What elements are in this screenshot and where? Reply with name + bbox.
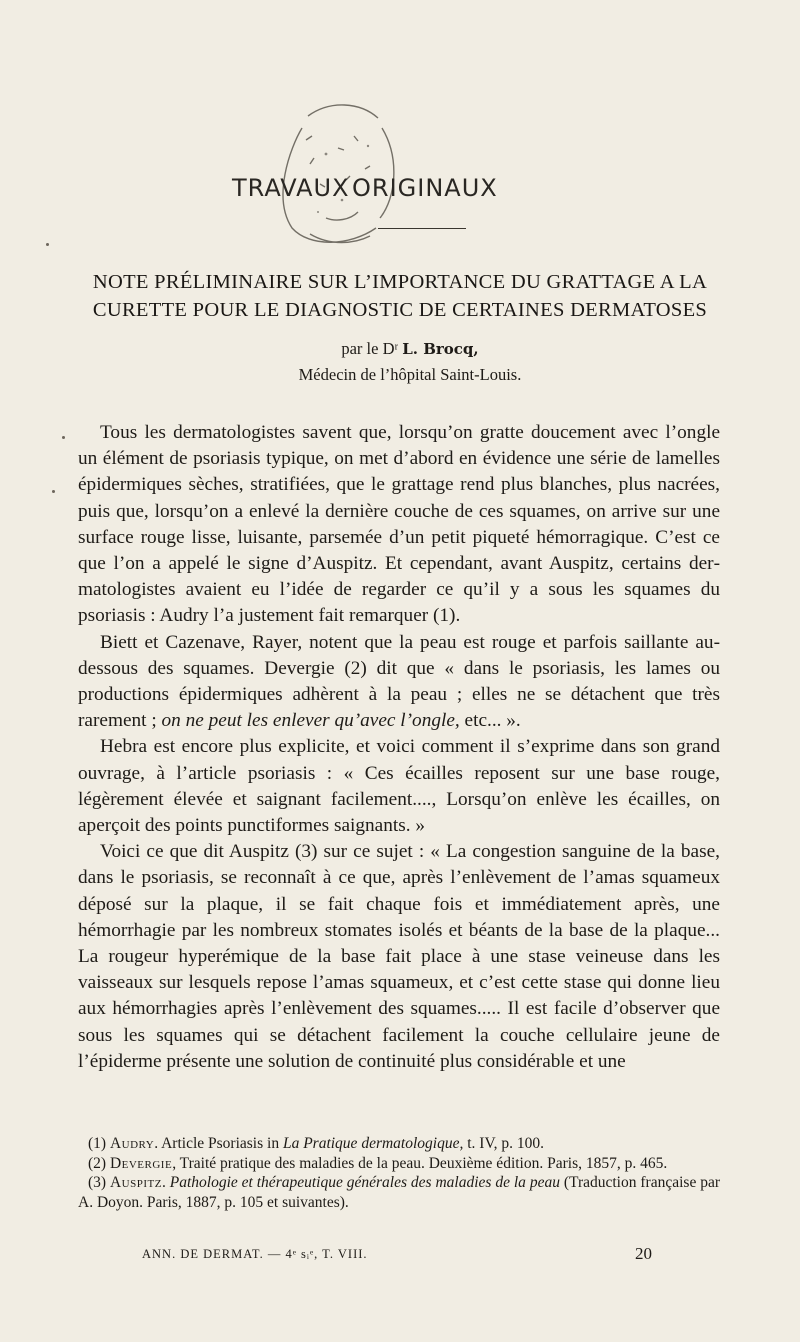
footnote-text: . [161,1174,170,1191]
section-label-originaux: ORIGINAUX [352,174,498,202]
footnote-text: , Traité pratique des maladies de la peau. Deuxième édition. Paris, 1857, p. 465. [172,1154,668,1172]
page-number: 20 [635,1244,652,1263]
running-footer [142,1244,652,1263]
footnote-author: Devergie [109,1154,173,1172]
footnotes [78,1134,720,1212]
title-line-2: CURETTE POUR LE DIAGNOSTIC DE CERTAINES DERMATOSES [92,299,708,321]
author-affiliation: Médecin de l’hôpital Saint-Louis. [298,365,522,384]
article-title [60,268,740,324]
section-label-travaux: TRAVAUX [232,174,350,202]
margin-speck [46,243,49,246]
paragraph-2-end: etc... ». [459,710,521,732]
author-line [100,336,720,362]
footnote-mark: (1) [88,1135,110,1152]
footnote-author: Audry [109,1135,155,1152]
paragraph-1: Tous les dermatologistes savent que, lorsqu’on gratte doucement avec l’ongle un élément de psoriasis typique, on met d’abord en évidence une série de lamelles épidermiques sèches, stratifiées, que le grattage rend plus blanches, plus nacrées, puis que, lorsqu’on a enlevé la dernière couche de ces squames, on arrive sur une surface rouge lisse, luisante, parsemée d’un petit piqueté hémorragique. C’est ce que l’on a appelé le signe d’Auspitz. Et cependant, avant Auspitz, certains dermatologistes avaient eu l’idée de regarder ce qu’il y a sous les squames du psoriasis : Audry l’a justement fait remarquer (1). [78,422,720,627]
footnote-2 [78,1154,720,1174]
paragraph-4: Voici ce que dit Auspitz (3) sur ce sujet : « La congestion sanguine de la base, dans le psoriasis, se reconnaît à ce que, après l’enlèvement de l’amas squameux déposé sur la plaque, il se fait chaque fois et immédiatement après, une hémorrhagie par les nombreux stomates isolés et béants de la base de la plaque... La rougeur hyperémique de la base fait place à une stase veineuse dans les vaisseaux sur lesquels repose l’amas squameux, et c’est cette stase qui donne lieu aux hémorrhagies après l’enlèvement des squames..... Il est facile d’observer que sous les squames qui se détachent facilement la couche cellulaire jeune de l’épiderme présente une solution de continuité plus considérable et une [78,841,720,1072]
footnote-mark: (3) [88,1174,110,1191]
paragraph-2 [78,630,720,735]
journal-reference: ANN. DE DERMAT. — 4ᵉ sᵢᵉ, T. VIII. [142,1247,368,1261]
section-header [232,170,498,210]
footnote-text: . Article Psoriasis in [154,1135,283,1152]
article-body [78,420,720,1075]
paragraph-2-italic: on ne peut les enlever qu’avec l’ongle, [161,710,460,732]
paragraph-2-start: Biett et Cazenave, Rayer, notent que la peau est rouge et parfois saillante au-dessous des squames. Devergie (2) dit que « dans le psoriasis, les lames ou productions épidermiques adhèrent à la peau ; elles ne se détachent que très rarement ; [78,631,720,732]
byline [100,336,720,388]
paragraph-3: Hebra est encore plus explicite, et voici comment il s’exprime dans son grand ouvrage, à l’article psoriasis : « Ces écailles reposent sur une base rouge, légèrement élevée et saignant facilement...., Lorsqu’on enlève les écailles, on aperçoit des points punctiformes saignants. » [78,736,720,837]
footnote-1 [78,1134,720,1154]
title-line-1: NOTE PRÉLIMINAIRE SUR L’IMPORTANCE DU GRATTAGE A LA [92,271,708,293]
footnote-text: (Traduction française par A. Doyon. Paris, 1887, p. 105 et suivantes). [78,1174,721,1211]
footnote-mark: (2) [88,1154,110,1172]
margin-speck [62,436,65,439]
margin-speck [52,490,55,493]
header-rule [378,228,466,229]
author-name: L. Brocq, [402,340,479,358]
footnote-title: Pathologie et thérapeutique générales des maladies de la peau [169,1174,560,1191]
footnote-author: Auspitz [109,1174,162,1191]
footnote-title: La Pratique dermatologique, [282,1135,464,1152]
byline-prefix: par le Dʳ [341,339,403,358]
footnote-3 [78,1173,720,1212]
footnote-text: t. IV, p. 100. [463,1135,545,1152]
